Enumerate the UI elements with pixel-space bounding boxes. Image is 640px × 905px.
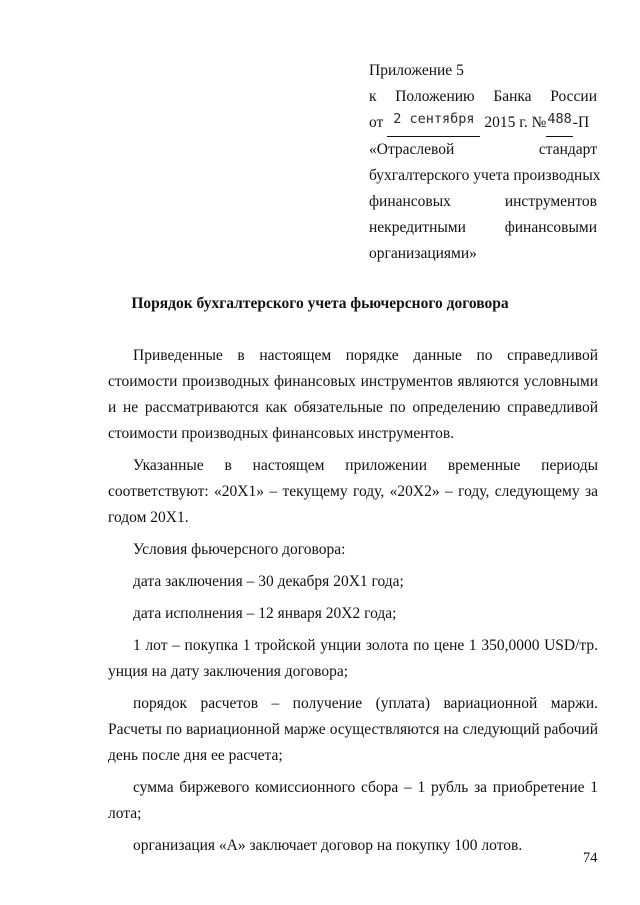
appendix-word: Банка (493, 88, 532, 106)
appendix-word: России (550, 88, 597, 106)
appendix-line-1: Приложение 5 (369, 62, 464, 79)
appendix-word: финансовых (369, 193, 451, 211)
handwritten-number: 488 (547, 111, 572, 128)
handwritten-date-field (387, 110, 480, 136)
paragraph: Приведенные в настоящем порядке данные по справедливой стоимости производных финансовых инструментов являются условными и не рассматриваются как обязательные по определению справедливой стоимости производных финансовых инструментов. (108, 347, 598, 442)
appendix-word: некредитными (369, 219, 466, 237)
appendix-word: финансовыми (504, 219, 597, 237)
appendix-header (369, 58, 601, 268)
appendix-line-3 (369, 110, 597, 136)
appendix-year: 2015 г. № (484, 114, 547, 132)
appendix-word: Положению (395, 88, 475, 106)
appendix-word: инструментов (504, 193, 597, 211)
paragraph: организация «А» заключает договор на покупку 100 лотов. (133, 837, 523, 854)
appendix-word: стандарт (538, 140, 597, 158)
appendix-word: «Отраслевой (369, 140, 455, 158)
paragraph: дата исполнения – 12 января 20X2 года; (133, 605, 397, 622)
document-body (108, 343, 598, 859)
page-number: 74 (583, 850, 598, 866)
paragraph: 1 лот – покупка 1 тройской унции золота по цене 1 350,0000 USD/тр. унция на дату заключения договора; (108, 637, 598, 680)
paragraph: Условия фьючерсного договора: (133, 541, 346, 558)
paragraph: сумма биржевого комиссионного сбора – 1 рубль за приобретение 1 лота; (108, 779, 598, 822)
appendix-line-4 (369, 137, 597, 163)
appendix-word: к (369, 88, 377, 106)
appendix-line-6 (369, 189, 597, 215)
appendix-line-5: бухгалтерского учета производных (369, 166, 601, 184)
appendix-line-7 (369, 215, 597, 241)
paragraph: порядок расчетов – получение (уплата) вариационной маржи. Расчеты по вариационной марже осуществляются на следующий рабочий день после дня ее расчета; (108, 695, 598, 764)
handwritten-number-field (546, 110, 572, 136)
handwritten-date: 2 сентября (393, 111, 475, 128)
paragraph: Указанные в настоящем приложении временные периоды соответствуют: «20X1» – текущему году, «20X2» – году, следующему за годом 20X1. (108, 457, 598, 526)
paragraph: дата заключения – 30 декабря 20X1 года; (133, 573, 404, 590)
appendix-line-2 (369, 84, 597, 110)
document-title: Порядок бухгалтерского учета фьючерсного договора (131, 295, 509, 312)
appendix-date-prefix: от (369, 114, 384, 132)
appendix-number-suffix: -П (572, 114, 590, 132)
appendix-line-8: организациями» (369, 245, 477, 263)
